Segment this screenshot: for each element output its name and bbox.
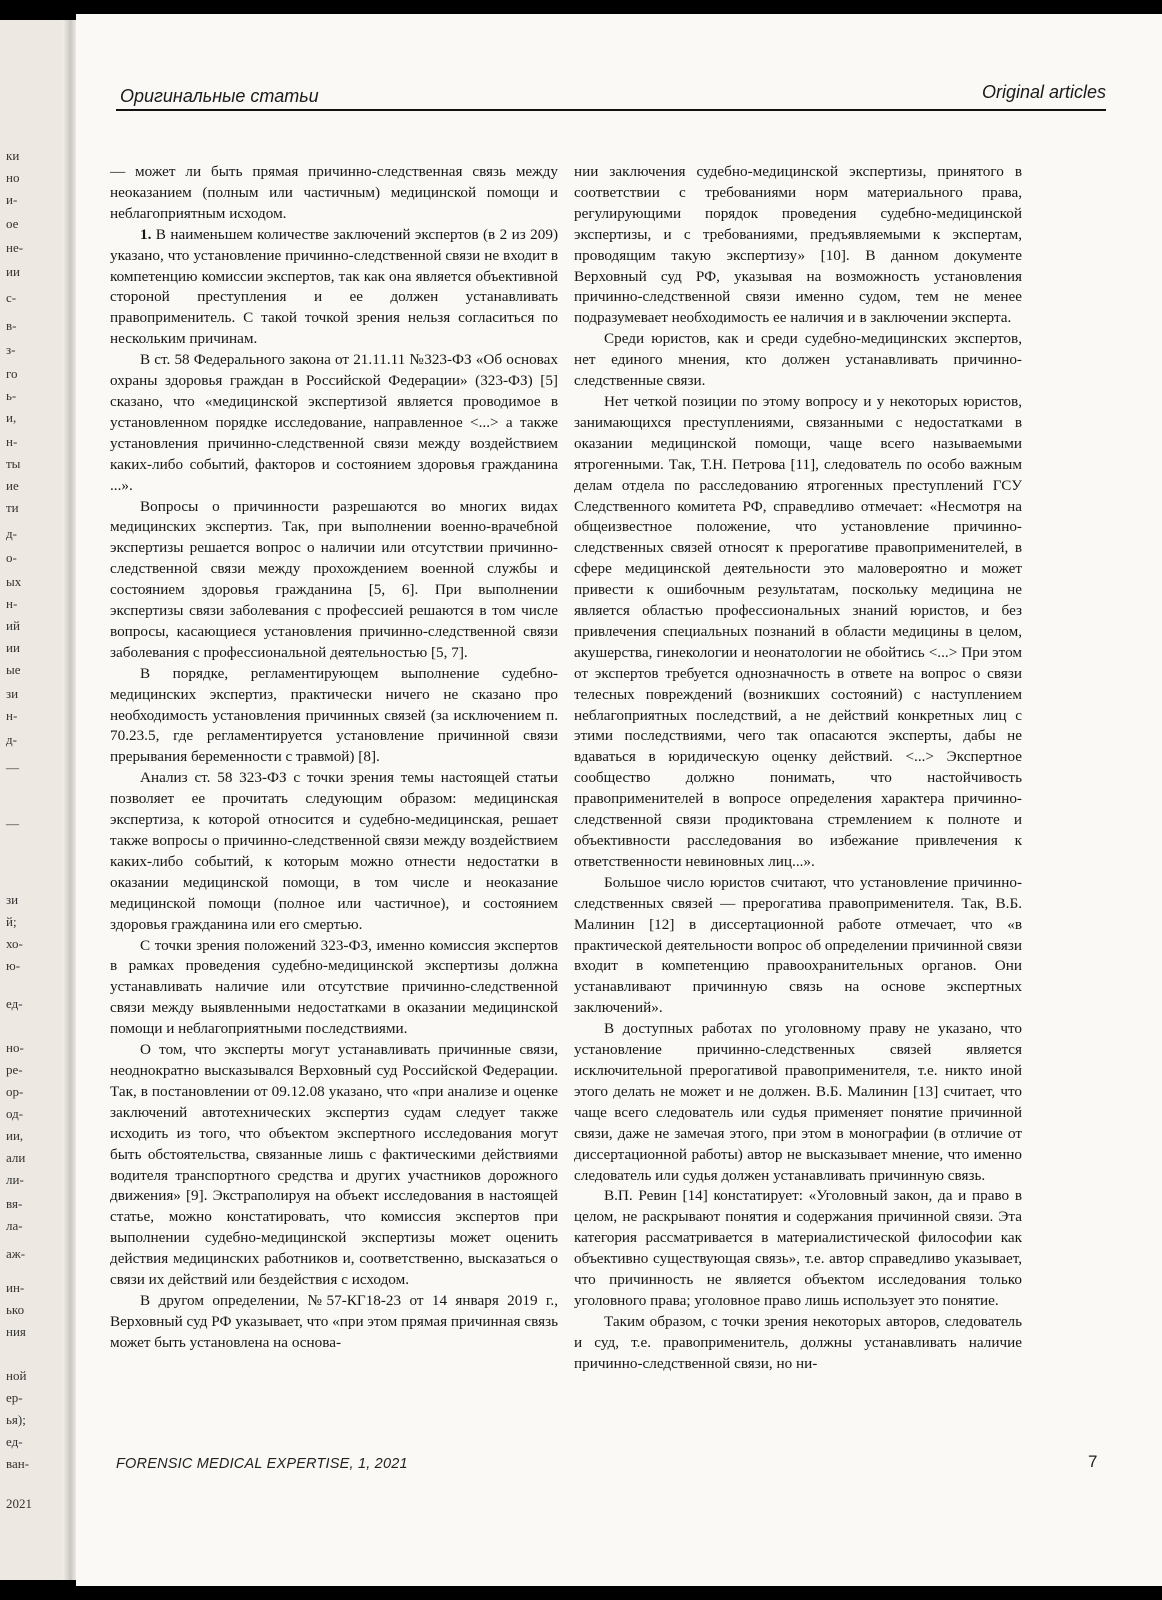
margin-fragment: ии (6, 264, 20, 279)
margin-fragment: но (6, 170, 20, 185)
margin-fragment: — (6, 760, 19, 775)
paragraph: Таким образом, с точки зрения некоторых авторов, следователь и суд, т.е. правоприменитель, должны устанавливать наличие причинно-следственной связи, но ни- (574, 1312, 1022, 1372)
margin-fragment: хо- (6, 936, 23, 951)
margin-fragment: с- (6, 290, 17, 305)
margin-fragment: ор- (6, 1084, 24, 1099)
running-header-right: Original articles (981, 82, 1106, 102)
book-gutter (62, 20, 76, 1580)
paragraph: Среди юристов, как и среди судебно-медицинских экспертов, нет единого мнения, кто должен устанавливать причинно-следственные связи. (574, 330, 1022, 390)
margin-fragment: н- (6, 434, 18, 449)
margin-fragment: н- (6, 708, 18, 723)
margin-fragment: ие (6, 478, 19, 493)
margin-fragment: го (6, 366, 18, 381)
margin-fragment: ния (6, 1324, 26, 1339)
margin-fragment: вя- (6, 1196, 23, 1211)
header-rule (116, 109, 1106, 111)
margin-fragment: ной (6, 1368, 27, 1383)
margin-fragment: ер- (6, 1390, 23, 1405)
margin-fragment: ин- (6, 1280, 25, 1295)
margin-fragment: ты (6, 456, 21, 471)
paragraph: Анализ ст. 58 323-ФЗ с точки зрения темы настоящей статьи позволяет ее прочитать следующим образом: медицинская экспертиза, к которой относится и судебно-медицинская, решает также вопросы о причинно-следственной связи между воздействием каких-либо событий, к которым можно отнести недостатки в оказании медицинской помощи, в том числе и неоказание медицинской помощи (полное или частичное), и состоянием здоровья гражданина или его смертью. (110, 769, 558, 933)
margin-fragment: ья); (6, 1412, 26, 1427)
margin-fragment: д- (6, 526, 17, 541)
paragraph: В доступных работах по уголовному праву не указано, что установление причинно-следственных связей является исключительной прерогативой правоприменителя, т.е. никто иной этого делать не может и не должен. В.Б. Малинин [13] считает, что чаще всего следователь или судья применяет понятие причинной связи, даже не замечая этого, при этом в монографии (в отличие от диссертационной работы) автор не высказывает мнение, что именно следователь или судья должен устанавливать причинную связь. (574, 1020, 1022, 1184)
margin-fragment: 2021 (6, 1496, 32, 1511)
margin-fragment: и, (6, 410, 17, 425)
paragraph: С точки зрения положений 323-ФЗ, именно комиссия экспертов в рамках проведения судебно-медицинской экспертизы должна устанавливать наличие или отсутствие причинно-следственной связи между выявленными недостатками в оказании медицинской помощи и неблагоприятными последствиями. (110, 936, 558, 1038)
margin-fragment: ое (6, 216, 19, 231)
paragraph: 1. В наименьшем количестве заключений экспертов (в 2 из 209) указано, что установление причинно-следственной связи не входит в компетенцию комиссии экспертов, так как она является объективной стороной преступления и ее должен устанавливать правоприменитель. С такой точкой зрения нельзя согласиться по нескольким причинам. (110, 225, 558, 348)
right-column (574, 162, 1022, 1375)
journal-page (76, 14, 1162, 1586)
margin-fragment: али (6, 1150, 26, 1165)
margin-fragment: ько (6, 1302, 25, 1317)
margin-fragment: о- (6, 550, 17, 565)
margin-fragment: не- (6, 240, 24, 255)
margin-fragment: н- (6, 596, 18, 611)
margin-fragment: ии, (6, 1128, 24, 1143)
margin-fragment: д- (6, 732, 17, 747)
running-header-left: Оригинальные статьи (120, 86, 319, 106)
margin-fragment: од- (6, 1106, 24, 1121)
footer-journal-title: FORENSIC MEDICAL EXPERTISE, 1, 2021 (116, 1456, 408, 1472)
paragraph: — может ли быть прямая причинно-следственная связь между неоказанием (полным или частичным) медицинской помощи и неблагоприятным исходом. (110, 163, 558, 222)
margin-fragment: ре- (6, 1062, 23, 1077)
margin-fragment: аж- (6, 1246, 26, 1261)
margin-fragment: й; (6, 914, 17, 929)
margin-fragment: з- (6, 342, 16, 357)
paragraph: В.П. Ревин [14] констатирует: «Уголовный закон, да и право в целом, не раскрывают понятия и содержания причинной связи. Эта категория рассматривается в материалистической философии как объективно существующая связь», т.е. автор справедливо указывает, что причинность не является объектом исследования только уголовного права; уголовное право лишь использует это понятие. (574, 1187, 1022, 1309)
list-number: 1. (140, 225, 152, 243)
margin-fragment: ки (6, 148, 20, 163)
margin-fragment: ий (6, 618, 20, 633)
paragraph: О том, что эксперты могут устанавливать причинные связи, неоднократно высказывался Верховный суд Российской Федерации. Так, в постановлении от 09.12.08 указано, что «при анализе и оценке заключений автотехнических экспертиз судам следует также исходить из того, что объектом экспертного исследования могут быть обстоятельства, связанные лишь с фактическими действиями водителя транспортного средства и других участников дорожного движения» [9]. Экстраполируя на объект исследования в настоящей статье, можно констатировать, что комиссия экспертов при выполнении судебно-медицинской экспертизы может оценить действия медицинских работников и, соответственно, высказаться о связи их действий или бездействия с исходом. (110, 1041, 558, 1289)
paragraph: Нет четкой позиции по этому вопросу и у некоторых юристов, занимающихся преступлениями, связанными с недостатками в оказании медицинской помощи, чаще всего называемыми ятрогенными. Так, Т.Н. Петрова [11], следователь по особо важным делам отдела по расследованию ятрогенных преступлений ГСУ Следственного комитета РФ, справедливо отмечает: «Несмотря на общеизвестное положение, что установление причинно-следственных связей относят к прерогативе правоприменителей, в сфере медицинской деятельности это маловероятно и может привести к ошибочным результатам, поскольку медицина не является областью профессиональных знаний юристов, и без привлечения специальных познаний в области медицины в целом, акушерства, гинекологии и неонатологии не обойтись <...> При этом от экспертов требуется однозначность в ответе на вопрос о связи телесных повреждений (возникших состояний) с наступлением неблагоприятных последствий, а не действий конкретных лиц с этими последствиями, чего так опасаются эксперты, дабы не вдаваться в юридическую оценку действий. <...> Экспертное сообщество должно понимать, что настойчивость правоприменителей в вопросе определения характера причинно-следственной связи продиктована стремлением к полноте и объективности расследования во избежание привлечения к ответственности невиновных лиц...». (574, 392, 1022, 870)
paragraph: Вопросы о причинности разрешаются во многих видах медицинских экспертиз. Так, при выполнении военно-врачебной экспертизы решается вопрос о наличии или отсутствии причинно-следственной связи между прохождением военной службы и состоянием здоровья гражданина [5, 6]. При выполнении экспертизы связи заболевания с профессией решаются в том числе вопросы, касающиеся установления причинно-следственной связи заболевания с профессиональной деятельностью [5, 7]. (110, 497, 558, 661)
margin-fragment: но- (6, 1040, 24, 1055)
margin-fragment: зи (6, 892, 19, 907)
margin-fragment: ии (6, 640, 20, 655)
margin-fragment: ь- (6, 388, 17, 403)
margin-fragment: ван- (6, 1456, 30, 1471)
margin-fragment: ли- (6, 1172, 24, 1187)
margin-fragment: в- (6, 318, 17, 333)
paragraph: В другом определении, №57-КГ18-23 от 14 января 2019 г., Верховный суд РФ указывает, что «при этом прямая причинная связь может быть установлена на основа- (110, 1291, 558, 1351)
paragraph: В ст. 58 Федерального закона от 21.11.11 №323-ФЗ «Об основах охраны здоровья граждан в Российской Федерации» (323-ФЗ) [5] сказано, что «медицинской экспертизой является проводимое в установленном порядке исследование, направленное <...> а также установления причинно-следственной связи между воздействием каких-либо событий, факторов и состоянием здоровья гражданина ...». (110, 351, 558, 494)
margin-fragment: ые (6, 662, 21, 677)
left-column (110, 162, 558, 1354)
margin-fragment: зи (6, 686, 19, 701)
paragraph: Большое число юристов считают, что установление причинно-следственных связей — прерогатива правоприменителя. Так, В.Б. Малинин [12] в диссертационной работе отмечает, что «в практической деятельности вопрос об определении причинной связи входит в компетенцию правоохранительных органов. Они устанавливают причинную связь на основе экспертных заключений». (574, 873, 1022, 1017)
margin-fragment: ла- (6, 1218, 23, 1233)
margin-fragment: ед- (6, 1434, 23, 1449)
page-number: 7 (1088, 1452, 1098, 1471)
paragraph: В порядке, регламентирующем выполнение судебно-медицинских экспертиз, практически ничего не сказано про необходимость установления причинных связей (за исключением п. 70.23.5, где регламентируется установление причинной связи прерывания беременности с травмой) [8]. (110, 664, 558, 766)
margin-fragment: — (6, 816, 19, 831)
margin-fragment: ти (6, 500, 19, 515)
margin-fragment: ых (6, 574, 22, 589)
margin-fragment: ед- (6, 996, 23, 1011)
paragraph: нии заключения судебно-медицинской экспертизы, принятого в соответствии с требованиями норм материального права, регулирующими порядок проведения судебно-медицинской экспертизы, и с требованиями, предъявляемыми к экспертам, проводящим такую экспертизу» [10]. В данном документе Верховный суд РФ, указывая на возможность установления причинно-следственной связи именно судом, тем не менее подразумевает необходимость ее наличия и в заключении эксперта. (574, 163, 1022, 327)
margin-fragment: и- (6, 192, 18, 207)
margin-fragment: ю- (6, 958, 21, 973)
